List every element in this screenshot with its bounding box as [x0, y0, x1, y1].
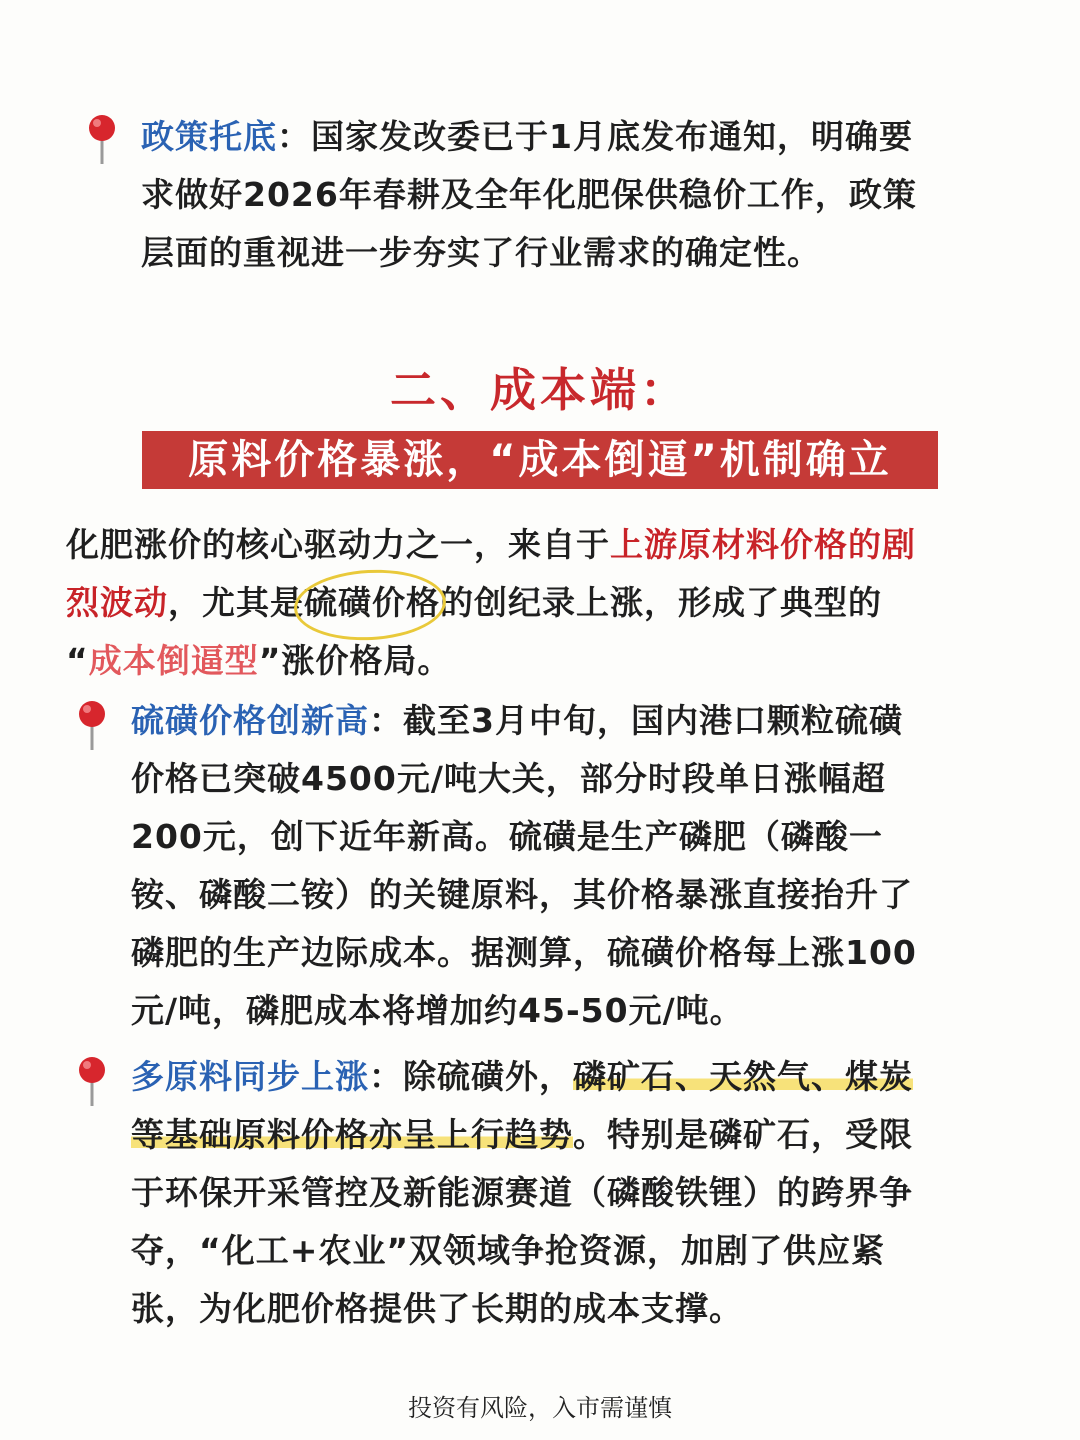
pushpin-icon — [72, 698, 112, 756]
pushpin-icon — [72, 1054, 112, 1112]
highlighted-text: 磷矿石、天然气、煤炭 — [573, 1057, 913, 1096]
intro-paragraph: 化肥涨价的核心驱动力之一，来自于上游原材料价格的剧 烈波动，尤其是硫磺价格的创纪录上涨，形成了典型的 “成本倒逼型”涨价格局。 — [66, 525, 916, 680]
policy-line: 政策托底：国家发改委已于1月底发布通知，明确要 — [141, 117, 913, 156]
multi-material-bullet: 多原料同步上涨：除硫磺外，磷矿石、天然气、煤炭 等基础原料价格亦呈上行趋势。特别是磷矿石，受限 于环保开采管控及新能源赛道（磷酸铁锂）的跨界争 夺，“化工+农业”双领域争抢资源，加剧了供应紧 张，为化肥价格提供了长期的成本支撑。 — [131, 1057, 913, 1328]
highlighted-text: 等基础原料价格亦呈上行趋势 — [131, 1115, 573, 1154]
red-emphasis: 上游原材料价格的剧 — [610, 525, 916, 564]
policy-bullet — [141, 108, 1021, 282]
pink-emphasis: 成本倒逼型 — [88, 641, 259, 680]
circled-keyword: 硫磺价格 — [304, 574, 440, 632]
sulfur-bullet: 硫磺价格创新高：截至3月中旬，国内港口颗粒硫磺 价格已突破4500元/吨大关，部分时段单日涨幅超 200元，创下近年新高。硫磺是生产磷肥（磷酸一 铵、磷酸二铵）的关键原料，其价格暴涨直接抬升了 磷肥的生产边际成本。据测算，硫磺价格每上涨100 元/吨，磷肥成本将增加约45-50元/吨。 — [131, 701, 917, 1030]
red-emphasis: 烈波动 — [66, 583, 168, 622]
policy-label: 政策托底 — [141, 117, 277, 156]
risk-disclaimer: 投资有风险，入市需谨慎 — [408, 1394, 672, 1422]
pushpin-icon — [82, 112, 122, 170]
section-title: 二、成本端： — [390, 363, 690, 417]
sulfur-label: 硫磺价格创新高 — [131, 701, 369, 740]
policy-line: 层面的重视进一步夯实了行业需求的确定性。 — [141, 233, 821, 272]
policy-line: 求做好2026年春耕及全年化肥保供稳价工作，政策 — [141, 175, 917, 214]
section-banner: 原料价格暴涨，“成本倒逼”机制确立 — [142, 431, 938, 489]
multi-label: 多原料同步上涨 — [131, 1057, 369, 1096]
